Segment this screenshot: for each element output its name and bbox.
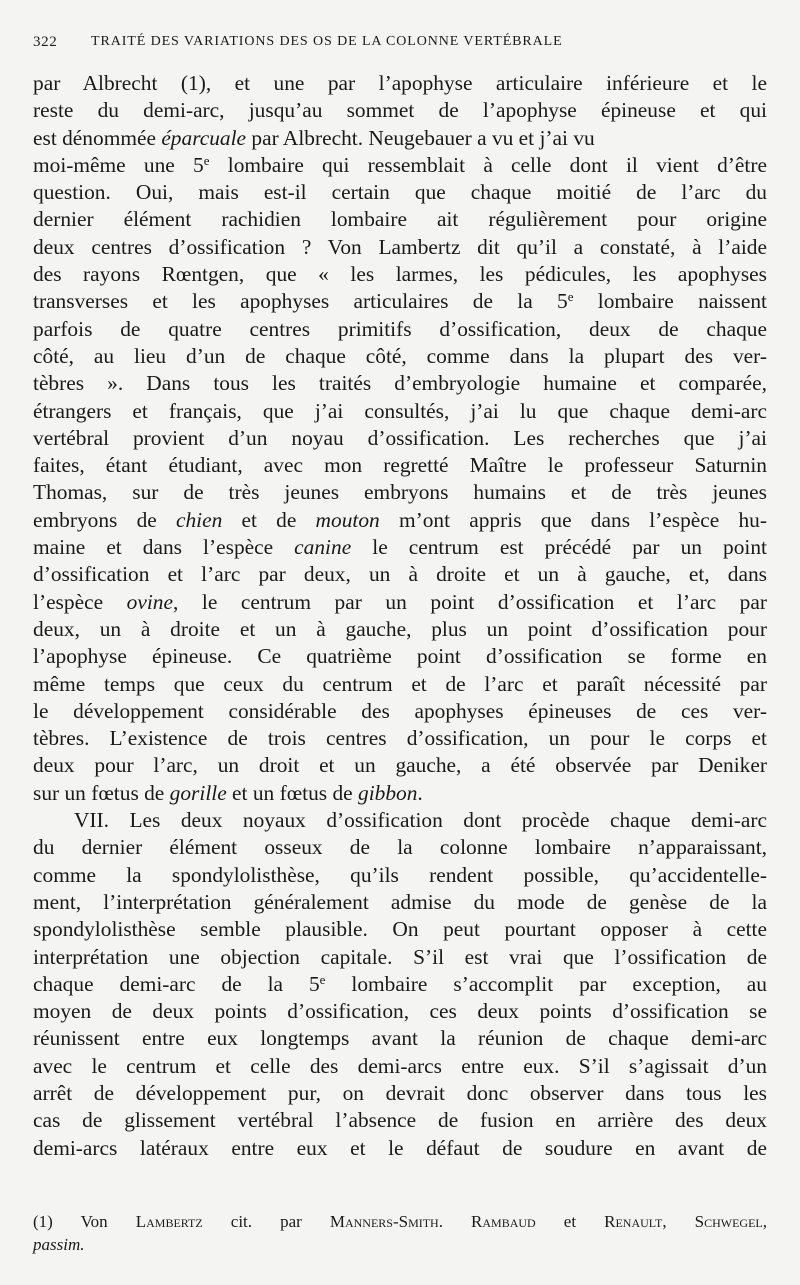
text-line: tèbres. L’existence de trois centres d’ossification, un pour le corps et <box>33 726 767 751</box>
running-title: TRAITÉ DES VARIATIONS DES OS DE LA COLONNE VERTÉBRALE <box>91 34 563 49</box>
text-line: des rayons Rœntgen, que « les larmes, les pédicules, les apophyses <box>33 262 767 287</box>
text-line: chaque demi-arc de la 5e lombaire s’accomplit par exception, au <box>33 971 767 996</box>
footnote <box>33 1210 767 1256</box>
text-line: arrêt de développement pur, on devrait donc observer dans tous les <box>33 1080 767 1105</box>
text-line: demi-arcs latéraux entre eux et le défaut de soudure en avant de <box>33 1135 767 1160</box>
text-line: par Albrecht (1), et une par l’apophyse articulaire inférieure et le <box>33 71 767 95</box>
text-line: deux centres d’ossification ? Von Lambertz dit qu’il a constaté, à l’aide <box>33 234 767 259</box>
text-line: cas de glissement vertébral l’absence de fusion en arrière des deux <box>33 1108 767 1133</box>
text-line: deux pour l’arc, un droit et un gauche, a été observée par Deniker <box>33 753 767 778</box>
text-line: est dénommée éparcuale par Albrecht. Neugebauer a vu et j’ai vu <box>33 125 595 150</box>
text-line: question. Oui, mais est-il certain que chaque moitié de l’arc du <box>33 180 767 205</box>
text-line: le développement considérable des apophyses épineuses de ces ver- <box>33 698 767 723</box>
text-line: interprétation une objection capitale. S’il est vrai que l’ossification de <box>33 944 767 969</box>
text-line: tèbres ». Dans tous les traités d’embryologie humaine et comparée, <box>33 371 767 396</box>
text-line: réunissent entre eux longtemps avant la réunion de chaque demi-arc <box>33 1026 767 1051</box>
footnote-line: passim. <box>33 1235 85 1254</box>
text-line: VII. Les deux noyaux d’ossification dont procède chaque demi-arc <box>33 808 767 833</box>
text-line: Thomas, sur de très jeunes embryons humains et de très jeunes <box>33 480 767 505</box>
text-line: moi-même une 5e lombaire qui ressemblait à celle dont il vient d’être <box>33 152 767 177</box>
text-line: vertébral provient d’un noyau d’ossification. Les recherches que j’ai <box>33 425 767 450</box>
text-line: sur un fœtus de gorille et un fœtus de gibbon. <box>33 780 423 805</box>
text-line: deux, un à droite et un à gauche, plus un point d’ossification pour <box>33 616 767 641</box>
text-line: ment, l’interprétation généralement admise du mode de genèse de la <box>33 889 767 914</box>
text-line: parfois de quatre centres primitifs d’ossification, deux de chaque <box>33 316 767 341</box>
text-line: moyen de deux points d’ossification, ces deux points d’ossification se <box>33 999 767 1024</box>
text-line: spondylolisthèse semble plausible. On peut pourtant opposer à cette <box>33 917 767 942</box>
body-text <box>33 70 767 1162</box>
text-line: du dernier élément osseux de la colonne lombaire n’apparaissant, <box>33 835 767 860</box>
text-line: même temps que ceux du centrum et de l’arc et paraît nécessité par <box>33 671 767 696</box>
text-line: faites, étant étudiant, avec mon regretté Maître le professeur Saturnin <box>33 453 767 478</box>
text-line: l’espèce ovine, le centrum par un point d’ossification et l’arc par <box>33 589 767 614</box>
text-line: l’apophyse épineuse. Ce quatrième point d’ossification se forme en <box>33 644 767 669</box>
text-line: transverses et les apophyses articulaires de la 5e lombaire naissent <box>33 289 767 314</box>
text-line: embryons de chien et de mouton m’ont appris que dans l’espèce hu- <box>33 507 768 532</box>
text-line: comme la spondylolisthèse, qu’ils rendent possible, qu’accidentelle- <box>33 862 767 887</box>
text-line: étrangers et français, que j’ai consultés, j’ai lu que chaque demi-arc <box>33 398 767 423</box>
running-head <box>33 34 766 56</box>
text-line: reste du demi-arc, jusqu’au sommet de l’apophyse épineuse et qui <box>33 98 767 123</box>
text-line: avec le centrum et celle des demi-arcs entre eux. S’il s’agissait d’un <box>33 1053 767 1078</box>
text-line: dernier élément rachidien lombaire ait régulièrement pour origine <box>33 207 767 232</box>
text-line: côté, au lieu d’un de chaque côté, comme dans la plupart des ver- <box>33 343 767 368</box>
text-line: maine et dans l’espèce canine le centrum est précédé par un point <box>33 535 767 560</box>
footnote-line: (1) Von Lambertz cit. par Manners-Smith. Rambaud et Renault, Schwegel, <box>33 1212 768 1231</box>
text-line: d’ossification et l’arc par deux, un à droite et un à gauche, et, dans <box>33 562 767 587</box>
page-number: 322 <box>33 34 58 50</box>
